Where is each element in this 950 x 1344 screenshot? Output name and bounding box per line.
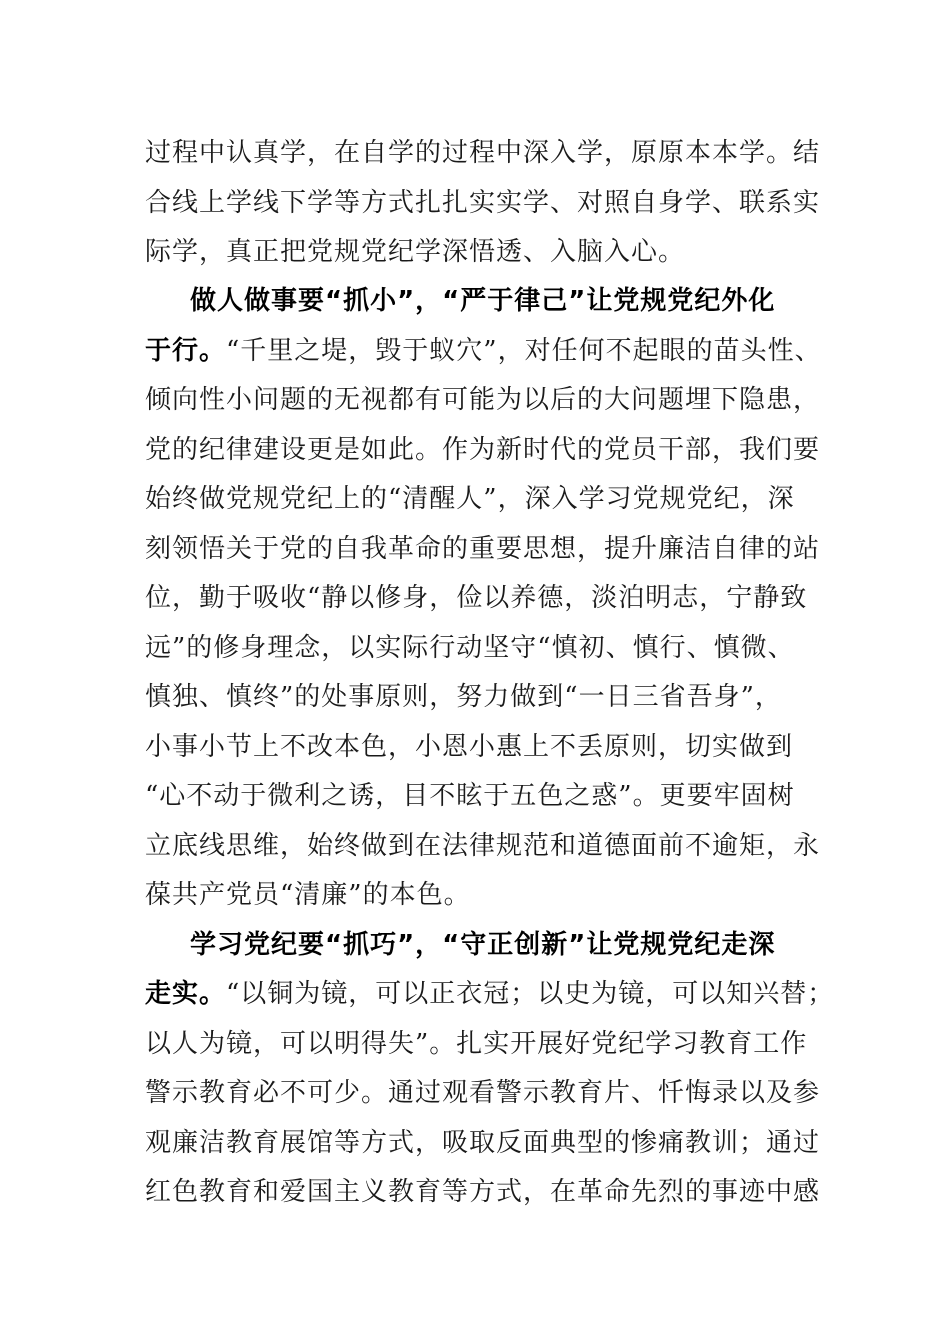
text-line: 观廉洁教育展馆等方式，吸取反面典型的惨痛教训；通过 xyxy=(145,1128,821,1158)
text-line: 葆共产党员“清廉”的本色。 xyxy=(145,880,471,910)
text-line: 慎独、慎终”的处事原则，努力做到“一日三省吾身”， xyxy=(145,682,782,712)
text-line: 合线上学线下学等方式扎扎实实学、对照自身学、联系实 xyxy=(145,188,821,218)
text-line: “心不动于微利之诱，目不眩于五色之惑”。更要牢固树 xyxy=(145,781,795,811)
section-heading-end: 于行。 xyxy=(145,336,227,366)
text-span: “以铜为镜，可以正衣冠；以史为镜，可以知兴替； xyxy=(226,979,835,1009)
heading-continuation-line xyxy=(145,974,834,1014)
text-line: 红色教育和爱国主义教育等方式，在革命先烈的事迹中感 xyxy=(145,1177,821,1207)
text-line: 以人为镜，可以明得失”。扎实开展好党纪学习教育工作 xyxy=(145,1029,808,1059)
text-span: “千里之堤，毁于蚁穴”，对任何不起眼的苗头性、 xyxy=(226,336,822,366)
heading-continuation-line xyxy=(145,331,822,371)
text-line: 倾向性小问题的无视都有可能为以后的大问题埋下隐患， xyxy=(145,385,821,415)
section-heading: 做人做事要“抓小”，“严于律己”让党规党纪外化 xyxy=(190,286,776,316)
text-line: 位，勤于吸收“静以修身，俭以养德，淡泊明志，宁静致 xyxy=(145,583,808,613)
text-line: 过程中认真学，在自学的过程中深入学，原原本本学。结 xyxy=(145,138,821,168)
text-line: 警示教育必不可少。通过观看警示教育片、忏悔录以及参 xyxy=(145,1078,821,1108)
text-line: 始终做党规党纪上的“清醒人”，深入学习党规党纪，深 xyxy=(145,484,795,514)
text-line: 刻领悟关于党的自我革命的重要思想，提升廉洁自律的站 xyxy=(145,534,821,564)
text-line: 际学，真正把党规党纪学深悟透、入脑入心。 xyxy=(145,237,686,267)
text-line: 远”的修身理念，以实际行动坚守“慎初、慎行、慎微、 xyxy=(145,633,795,663)
section-heading-end: 走实。 xyxy=(145,979,227,1009)
text-line: 小事小节上不改本色，小恩小惠上不丢原则，切实做到 xyxy=(145,732,794,762)
text-line: 立底线思维，始终做到在法律规范和道德面前不逾矩，永 xyxy=(145,831,821,861)
text-line: 党的纪律建设更是如此。作为新时代的党员干部，我们要 xyxy=(145,435,821,465)
section-heading: 学习党纪要“抓巧”，“守正创新”让党规党纪走深 xyxy=(190,930,776,960)
